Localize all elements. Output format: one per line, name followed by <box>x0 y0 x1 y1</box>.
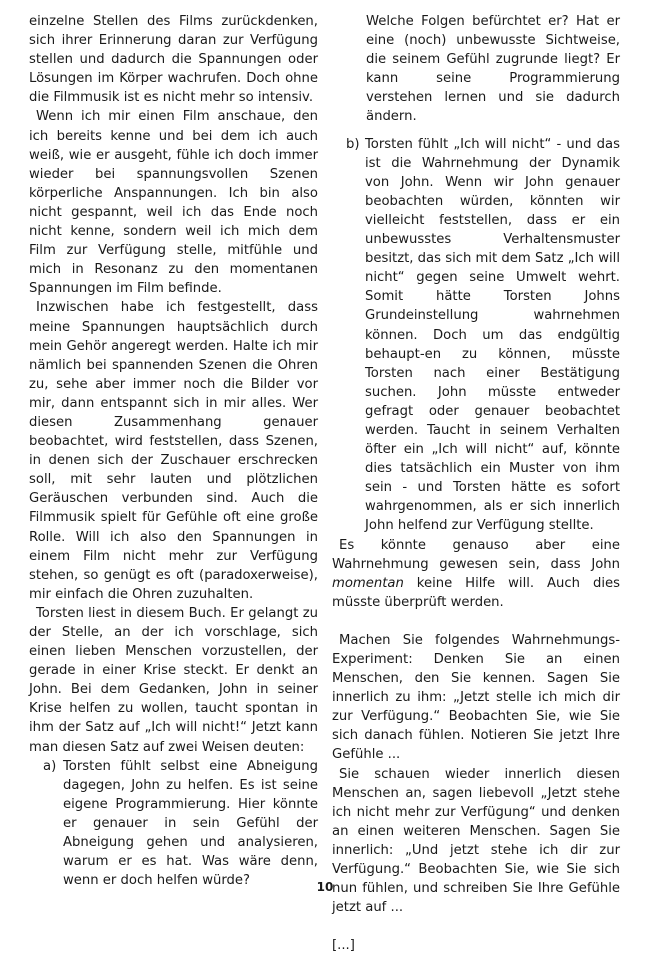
text-span: Es könnte genauso aber eine Wahrnehmung gewesen sein, dass John <box>332 537 620 572</box>
list-item-text: Torsten fühlt „Ich will nicht“ - und das ist die Wahrnehmung der Dynamik von John. Wenn wir John genauer beobachten würden, könnten wir vielleicht feststellen, dass er ein unbewusstes Verhaltensmuster besitzt, das sich mit dem Satz „Ich will nicht“ gegen seine Umwelt wehrt. Somit hätte Torsten Johns Grundeinstellung wahrnehmen können. Doch um das endgültig behaupt-en zu können, müsste Torsten nach einer Bestätigung suchen. John müsste entweder gefragt oder genauer beobachtet werden. Taucht in seinem Verhalten öfter ein „Ich will nicht“ auf, könnte dies tatsächlich ein Muster von ihm sein - und Torsten hätte es sofort wahrgenommen, als er sich innerlich John helfend zur Verfügung stellte. <box>365 136 620 534</box>
list-item-b <box>332 135 620 536</box>
ellipsis: [...] <box>332 938 355 954</box>
list-item-text: Welche Folgen befürchtet er? Hat er eine (noch) unbewusste Sichtweise, die seinem Gefühl zugrunde liegt? Er kann seine Programmierung verstehen lernen und sie dadurch ändern. <box>366 14 620 125</box>
list-item-a <box>29 757 318 891</box>
paragraph <box>332 536 620 612</box>
text-span: keine Hilfe will. Auch dies müsste überprüft werden. <box>332 575 620 610</box>
paragraph: Sie schauen wieder innerlich diesen Menschen an, sagen liebevoll „Jetzt stehe ich nicht mehr zur Verfügung“ und denken an einen weiteren Menschen. Sagen Sie innerlich: „Und jetzt stehe ich dir zur Verfügung.“ Beobachten Sie, wie Sie sich nun fühlen, und schreiben Sie Ihre Gefühle jetzt auf ... <box>332 766 620 916</box>
spacer <box>332 917 620 936</box>
paragraph: Torsten liest in diesem Buch. Er gelangt zu der Stelle, an der ich vorschlage, sich einen lieben Menschen vorzustellen, der gerade in einer Krise steckt. Er denkt an John. Bei dem Gedanken, John in seiner Krise helfen zu wollen, taucht spontan in ihm der Satz auf „Ich will nicht!“ Jetzt kann man diesen Satz auf zwei Weisen deuten: <box>29 605 318 755</box>
list-item-text: Torsten fühlt selbst eine Abneigung dagegen, John zu helfen. Es ist seine eigene Programmierung. Hier könnte er genauer in sein Gefühl der Abneigung gehen und analysieren, warum er es hat. Was wäre denn, wenn er doch helfen würde? <box>63 758 318 889</box>
left-column <box>29 12 318 890</box>
list-item-a-continued <box>332 12 620 127</box>
list-marker: b) <box>346 136 360 152</box>
list-marker: a) <box>43 758 57 774</box>
paragraph: Machen Sie folgendes Wahrnehmungs-Experiment: Denken Sie an einen Menschen, den Sie kennen. Sagen Sie innerlich zu ihm: „Jetzt stelle ich mich dir zur Verfügung.“ Beobachten Sie, wie Sie sich danach fühlen. Notieren Sie jetzt Ihre Gefühle ... <box>332 632 620 763</box>
emphasis: momentan <box>332 575 404 591</box>
spacer <box>332 612 620 631</box>
paragraph: Inzwischen habe ich festgestellt, dass meine Spannungen hauptsächlich durch mein Gehör angeregt werden. Halte ich mir nämlich bei spannenden Szenen die Ohren zu, sehe aber immer noch die Bilder vor mir, dann entspannt sich in mir alles. Wer diesen Zusammenhang genauer beobachtet, wird feststellen, dass Szenen, in denen sich der Zuschauer erschrecken soll, mit sehr lauten und plötzlichen Geräuschen verbunden sind. Auch die Filmmusik spielt für Gefühle oft eine große Rolle. Will ich also den Spannungen in einem Film nicht mehr zur Verfügung stehen, so genügt es oft (paradoxerweise), mir einfach die Ohren zuzuhalten. <box>29 300 318 602</box>
paragraph: Wenn ich mir einen Film anschaue, den ich bereits kenne und bei dem ich auch weiß, wie er ausgeht, fühle ich doch immer wieder bei spannungsvollen Szenen körperliche Anspannungen. Ich bin also nicht gespannt, weil ich das Ende noch nicht kenne, sondern weil ich mich dem Film zur Verfügung stelle, mitfühle und mich in Resonanz zu den momentanen Spannungen im Film befinde. <box>29 109 318 297</box>
page-number: 10 <box>316 880 334 894</box>
paragraph: einzelne Stellen des Films zurückdenken, sich ihrer Erinnerung daran zur Verfügung stellen und dadurch die Spannungen oder Lösungen im Körper wachrufen. Doch ohne die Filmmusik ist es nicht mehr so intensiv. <box>29 14 318 106</box>
right-column <box>332 12 620 955</box>
